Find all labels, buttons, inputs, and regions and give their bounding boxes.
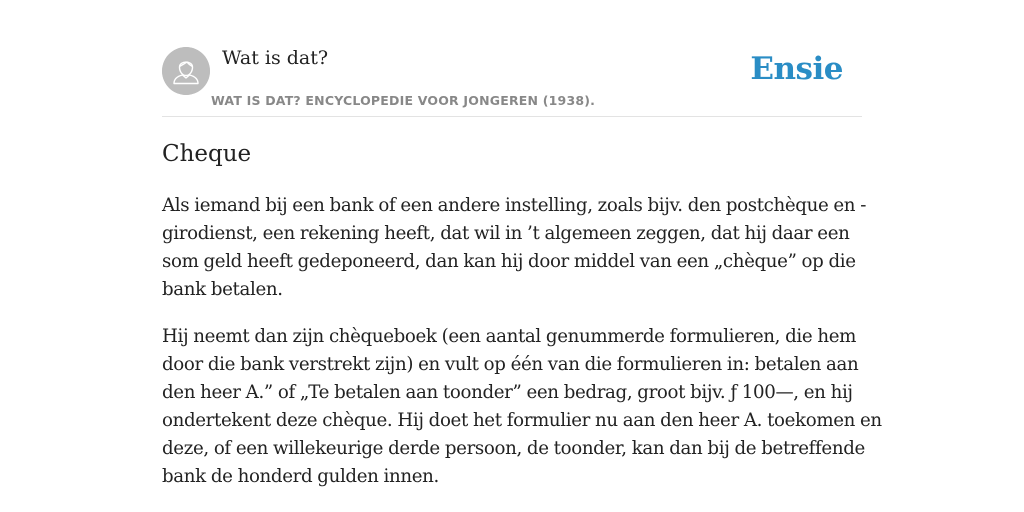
text-line: ondertekent deze chèque. Hij doet het formulier nu aan den heer A. toekomen en — [162, 410, 882, 431]
article-paragraph — [162, 323, 882, 491]
text-line: Als iemand bij een bank of een andere instelling, zoals bijv. den postchèque en - — [162, 195, 867, 216]
text-line: deze, of een willekeurige derde persoon, de toonder, kan dan bij de betreffende — [162, 438, 865, 459]
user-avatar-icon[interactable] — [162, 47, 210, 95]
text-line: den heer A.” of „Te betalen aan toonder” een bedrag, groot bijv. ƒ 100—, en hij — [162, 382, 853, 403]
source-subtitle[interactable]: WAT IS DAT? ENCYCLOPEDIE VOOR JONGEREN (1938). — [211, 93, 596, 108]
text-line: som geld heeft gedeponeerd, dan kan hij door middel van een „chèque” op die — [162, 251, 856, 272]
article-body — [162, 192, 882, 510]
text-line: girodienst, een rekening heeft, dat wil in ’t algemeen zeggen, dat hij daar een — [162, 223, 850, 244]
text-line: Hij neemt dan zijn chèqueboek (een aantal genummerde formulieren, die hem — [162, 326, 857, 347]
brand-logo[interactable]: Ensie — [750, 51, 843, 87]
article-paragraph — [162, 192, 867, 304]
text-line: bank de honderd gulden innen. — [162, 466, 439, 487]
article-page — [162, 0, 882, 487]
text-line: door die bank verstrekt zijn) en vult op één van die formulieren in: betalen aan — [162, 354, 859, 375]
source-header — [162, 0, 862, 117]
article-title: Cheque — [162, 141, 252, 167]
text-line: bank betalen. — [162, 279, 283, 300]
source-name[interactable]: Wat is dat? — [222, 47, 329, 69]
